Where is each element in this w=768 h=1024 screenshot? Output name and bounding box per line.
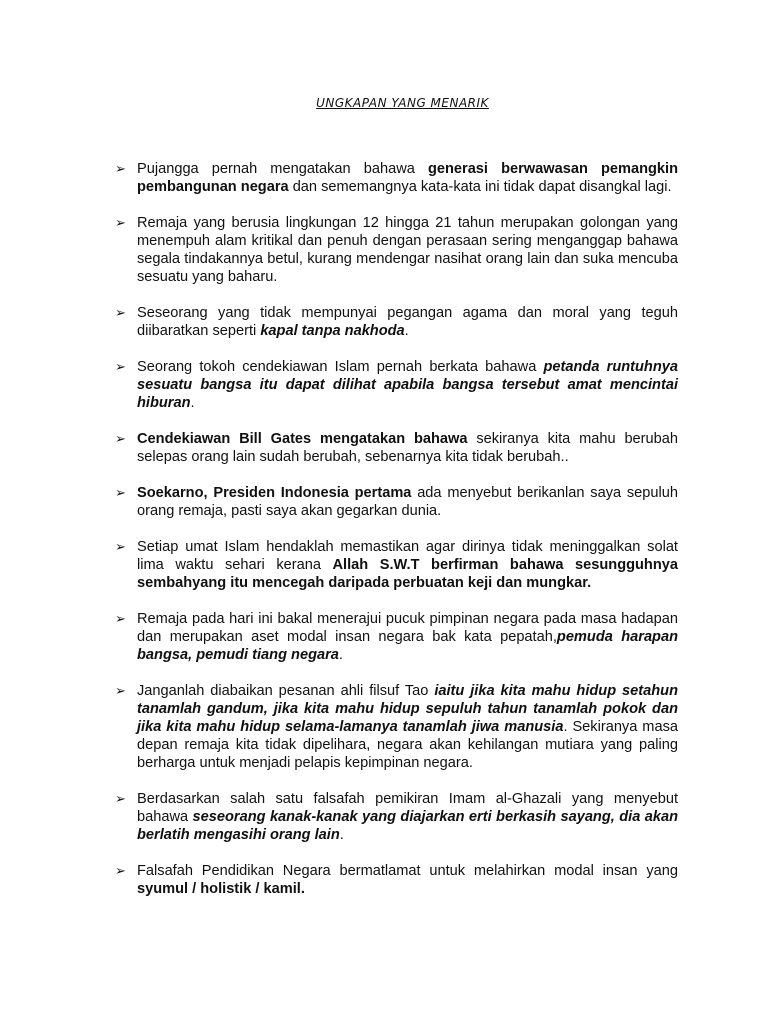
item-emphasis: iaitu jika kita mahu hidup setahun tanamlah gandum, jika kita mahu hidup sepuluh tahun tanamlah pokok dan jika kita mahu hidup selama-lamanya tanamlah jiwa manusia xyxy=(137,683,678,735)
item-text: Seseorang yang tidak mempunyai pegangan agama dan moral yang teguh diibaratkan seperti xyxy=(137,305,678,339)
item-text: ada menyebut berikanlan saya sepuluh orang remaja, pasti saya akan gegarkan dunia. xyxy=(137,485,679,519)
item-text: . xyxy=(190,395,195,411)
item-emphasis: syumul / holistik / kamil. xyxy=(137,881,305,897)
arrow-bullet-icon: ➢ xyxy=(115,305,126,320)
list-item xyxy=(115,430,678,466)
arrow-bullet-icon: ➢ xyxy=(115,611,126,626)
item-text: Berdasarkan salah satu falsafah pemikiran Imam al-Ghazali yang menyebut bahawa xyxy=(137,791,678,825)
item-text: Remaja yang berusia lingkungan 12 hingga 21 tahun merupakan golongan yang menempuh alam kritikal dan penuh dengan perasaan sering menganggap bahawa segala tindakannya betul, kurang mendengar nasihat orang lain dan suka mencuba sesuatu yang baharu. xyxy=(137,215,678,285)
quote-list xyxy=(115,160,678,898)
item-text: Remaja pada hari ini bakal menerajui pucuk pimpinan negara pada masa hadapan dan merupakan aset modal insan negara bak kata pepatah, xyxy=(137,611,678,645)
item-emphasis: petanda runtuhnya sesuatu bangsa itu dapat dilihat apabila bangsa tersebut amat mencintai hiburan xyxy=(137,359,678,411)
item-text: . Sekiranya masa depan remaja kita tidak dipelihara, negara akan kehilangan mutiara yang paling berharga untuk menjadi pelapis kepimpinan negara. xyxy=(137,719,678,771)
item-text: dan sememangnya kata-kata ini tidak dapat disangkal lagi. xyxy=(288,179,672,195)
list-item xyxy=(115,682,678,772)
item-emphasis: Soekarno, Presiden Indonesia pertama xyxy=(137,485,412,501)
item-text: . xyxy=(404,323,409,339)
item-text: Pujangga pernah mengatakan bahawa xyxy=(137,161,428,177)
item-text: . xyxy=(339,827,344,843)
arrow-bullet-icon: ➢ xyxy=(115,485,126,500)
item-emphasis: generasi berwawasan pemangkin pembangunan negara xyxy=(137,161,679,195)
item-emphasis: seseorang kanak-kanak yang diajarkan erti berkasih sayang, dia akan berlatih mengasihi orang lain xyxy=(137,809,678,843)
list-item xyxy=(115,538,678,592)
list-item xyxy=(115,160,678,196)
item-emphasis: Cendekiawan Bill Gates mengatakan bahawa xyxy=(137,431,468,447)
arrow-bullet-icon: ➢ xyxy=(115,539,126,554)
list-item xyxy=(115,484,678,520)
arrow-bullet-icon: ➢ xyxy=(115,791,126,806)
arrow-bullet-icon: ➢ xyxy=(115,161,126,176)
item-text: Falsafah Pendidikan Negara bermatlamat untuk melahirkan modal insan yang xyxy=(137,863,678,879)
item-text: Seorang tokoh cendekiawan Islam pernah berkata bahawa xyxy=(137,359,544,375)
item-text: sekiranya kita mahu berubah selepas orang lain sudah berubah, sebenarnya kita tidak berubah.. xyxy=(137,431,678,465)
arrow-bullet-icon: ➢ xyxy=(115,431,126,446)
item-emphasis: kapal tanpa nakhoda xyxy=(260,323,405,339)
item-text: Janganlah diabaikan pesanan ahli filsuf Tao xyxy=(137,683,435,699)
item-emphasis: Allah S.W.T berfirman bahawa sesungguhnya sembahyang itu mencegah daripada perbuatan keji dan mungkar. xyxy=(137,557,678,591)
list-item xyxy=(115,358,678,412)
item-text: . xyxy=(338,647,343,663)
list-item xyxy=(115,790,678,844)
arrow-bullet-icon: ➢ xyxy=(115,359,126,374)
item-emphasis: pemuda harapan bangsa, pemudi tiang negara xyxy=(137,629,678,663)
arrow-bullet-icon: ➢ xyxy=(115,215,126,230)
arrow-bullet-icon: ➢ xyxy=(115,683,126,698)
document-title: UNGKAPAN YANG MENARIK xyxy=(316,96,489,110)
list-item xyxy=(115,304,678,340)
item-text: Setiap umat Islam hendaklah memastikan agar dirinya tidak meninggalkan solat lima waktu sehari kerana xyxy=(137,539,678,573)
list-item xyxy=(115,862,678,898)
list-item xyxy=(115,214,678,286)
list-item xyxy=(115,610,678,664)
arrow-bullet-icon: ➢ xyxy=(115,863,126,878)
